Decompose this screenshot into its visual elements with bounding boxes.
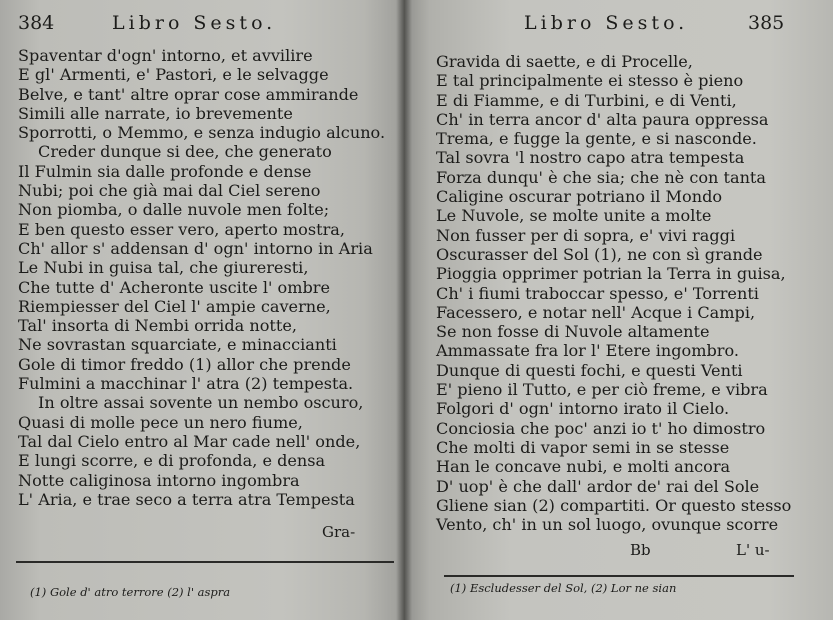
verse-line: Spaventar d'ogn' intorno, et avvilire	[18, 46, 313, 65]
verse-line: Che molti di vapor semi in se stesse	[436, 437, 730, 457]
verse-line: Ammassate fra lor l' Etere ingombro.	[436, 341, 740, 361]
catchword-left: Gra-	[322, 523, 356, 541]
verse-line: Facessero, e notar nell' Acque i Campi,	[436, 302, 756, 322]
verse-line: Folgori d' ogn' intorno irato il Cielo.	[436, 399, 730, 419]
verse-line: Ne sovrastan squarciate, e minaccianti	[18, 335, 337, 355]
verse-line: Dunque di questi fochi, e questi Venti	[436, 360, 743, 380]
footnote-left: (1) Gole d' atro terrore (2) l' aspra	[30, 585, 231, 599]
verse-line: Pioggia opprimer potrian la Terra in guisa,	[436, 264, 786, 284]
verse-block-left	[18, 46, 385, 509]
signature-mark: Bb	[630, 541, 651, 559]
verse-line: Ch' i fiumi traboccar spesso, e' Torrenti	[436, 283, 759, 303]
footnote-rule-left	[16, 561, 394, 563]
verse-line: E gl' Armenti, e' Pastori, e le selvagge	[18, 65, 329, 85]
running-head-left: Libro Sesto.	[112, 12, 277, 34]
verse-line: E tal principalmente ei stesso è pieno	[436, 71, 744, 91]
running-head-right: Libro Sesto.	[524, 12, 689, 34]
verse-line: Trema, e fugge la gente, e si nasconde.	[436, 129, 757, 149]
page-number-right: 385	[748, 12, 785, 34]
verse-line: E ben questo esser vero, aperto mostra,	[18, 219, 345, 239]
verse-line: Simili alle narrate, io brevemente	[18, 103, 293, 123]
verse-line: Belve, e tant' altre oprar cose ammirande	[18, 84, 359, 104]
verse-line: Vento, ch' in un sol luogo, ovunque scorre	[436, 515, 779, 535]
footnote-rule-right	[444, 575, 794, 577]
verse-line: Quasi di molle pece un nero fiume,	[18, 412, 303, 432]
verse-line: Le Nuvole, se molte unite a molte	[436, 206, 712, 226]
verse-line: Ch' in terra ancor d' alta paura oppressa	[436, 109, 769, 129]
verse-line: Tal dal Cielo entro al Mar cade nell' onde,	[18, 431, 361, 451]
book-gutter	[396, 0, 412, 620]
verse-line: Caligine oscurar potriano il Mondo	[436, 187, 723, 207]
verse-line: E' pieno il Tutto, e per ciò freme, e vibra	[436, 380, 768, 400]
verse-line: Han le concave nubi, e molti ancora	[436, 457, 731, 477]
right-page	[404, 0, 833, 620]
page-number-left: 384	[18, 12, 55, 34]
verse-line: E di Fiamme, e di Turbini, e di Venti,	[436, 90, 737, 110]
verse-line: Se non fosse di Nuvole altamente	[436, 322, 710, 342]
verse-line: Sporrotti, o Memmo, e senza indugio alcuno.	[18, 123, 386, 143]
verse-line: L' Aria, e trae seco a terra atra Tempesta	[18, 489, 355, 509]
verse-line: Tal sovra 'l nostro capo atra tempesta	[436, 148, 745, 168]
verse-line: Gole di timor freddo (1) allor che prende	[18, 354, 351, 374]
verse-line: Gliene sian (2) compartiti. Or questo stesso	[436, 495, 792, 515]
verse-line: Oscurasser del Sol (1), ne con sì grande	[436, 244, 763, 264]
verse-line: D' uop' è che dall' ardor de' rai del Sole	[436, 476, 760, 496]
verse-line: Ch' allor s' addensan d' ogn' intorno in Aria	[18, 238, 373, 258]
verse-line: Il Fulmin sia dalle profonde e dense	[18, 161, 312, 181]
verse-line: In oltre assai sovente un nembo oscuro,	[38, 393, 364, 413]
verse-line: Le Nubi in guisa tal, che giureresti,	[18, 258, 309, 278]
verse-line: Fulmini a macchinar l' atra (2) tempesta.	[18, 374, 354, 394]
verse-line: Notte caliginosa intorno ingombra	[18, 470, 300, 490]
verse-line: Non piomba, o dalle nuvole men folte;	[18, 200, 330, 220]
verse-line: Nubi; poi che già mai dal Ciel sereno	[18, 181, 321, 201]
verse-line: Forza dunqu' è che sia; che nè con tanta	[436, 167, 766, 187]
verse-block-right	[436, 52, 791, 534]
verse-line: Tal' insorta di Nembi orrida notte,	[18, 316, 297, 336]
catchword-right: L' u-	[736, 541, 770, 559]
footnote-right: (1) Escludesser del Sol, (2) Lor ne sian	[450, 581, 677, 595]
verse-line: Che tutte d' Acheronte uscite l' ombre	[18, 277, 330, 297]
verse-line: Non fusser per di sopra, e' vivi raggi	[436, 225, 736, 245]
left-page	[0, 0, 404, 620]
verse-line: Creder dunque si dee, che generato	[38, 142, 332, 162]
verse-line: E lungi scorre, e di profonda, e densa	[18, 451, 326, 471]
verse-line: Riempiesser del Ciel l' ampie caverne,	[18, 296, 331, 316]
verse-line: Gravida di saette, e di Procelle,	[436, 52, 693, 71]
verse-line: Conciosia che poc' anzi io t' ho dimostro	[436, 418, 766, 438]
